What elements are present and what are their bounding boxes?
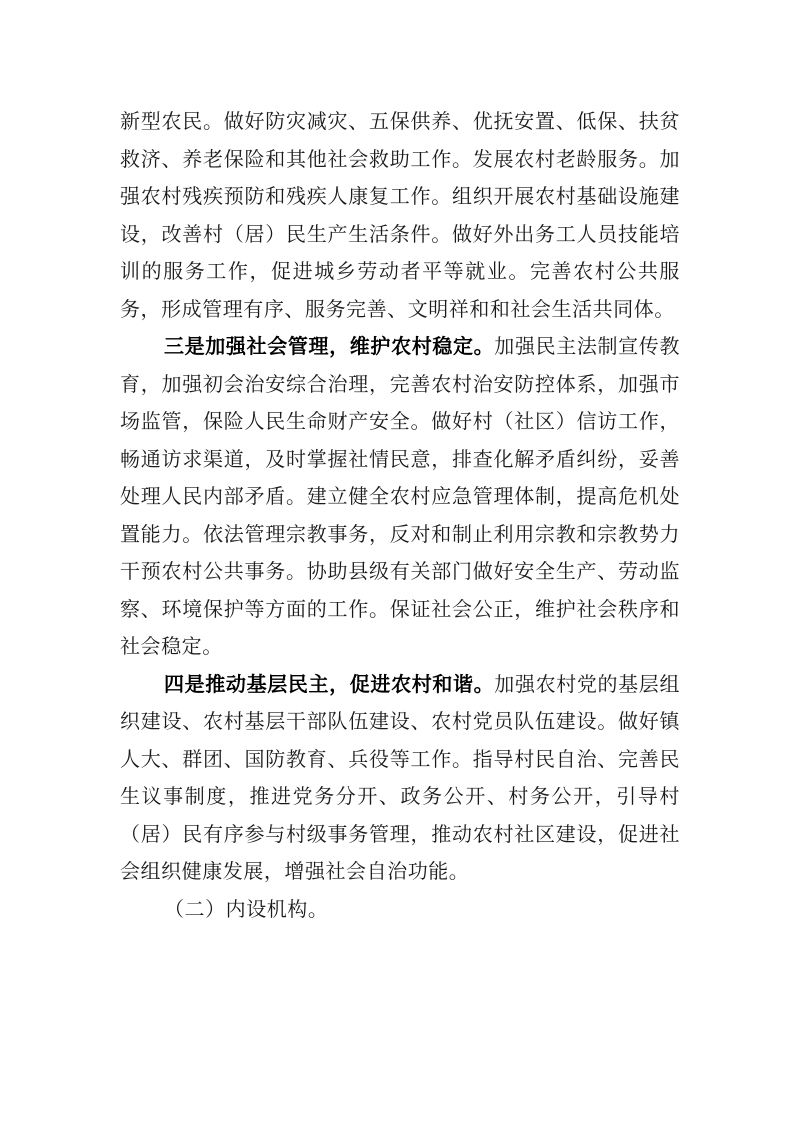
paragraph-continued [120, 103, 680, 328]
paragraph-continued-text: 新型农民。做好防灾减灾、五保供养、优抚安置、低保、扶贫救济、养老保险和其他社会救助工作。发展农村老龄服务。加强农村残疾预防和残疾人康复工作。组织开展农村基础设施建设，改善村（居）民生产生活条件。做好外出务工人员技能培训的服务工作，促进城乡劳动者平等就业。完善农村公共服务，形成管理有序、服务完善、文明祥和和社会生活共同体。 [120, 109, 680, 321]
paragraph-three-body: 加强民主法制宣传教育，加强初会治安综合治理，完善农村治安防控体系，加强市场监管，保险人民生命财产安全。做好村（社区）信访工作，畅通访求渠道，及时掌握社情民意，排查化解矛盾纠纷，妥善处理人民内部矛盾。建立健全农村应急管理体制，提高危机处置能力。依法管理宗教事务，反对和制止利用宗教和宗教势力干预农村公共事务。协助县级有关部门做好安全生产、劳动监察、环境保护等方面的工作。保证社会公正，维护社会秩序和社会稳定。 [120, 334, 680, 658]
document-body [120, 103, 680, 928]
paragraph-four [120, 666, 680, 891]
section-heading-text: （二）内设机构。 [164, 896, 329, 921]
section-heading [120, 891, 680, 929]
paragraph-three-lead: 三是加强社会管理，维护农村稳定。 [164, 334, 495, 358]
paragraph-four-body: 加强农村党的基层组织建设、农村基层干部队伍建设、农村党员队伍建设。做好镇人大、群团、国防教育、兵役等工作。指导村民自治、完善民生议事制度，推进党务分开、政务公开、村务公开，引导村（居）民有序参与村级事务管理，推动农村社区建设，促进社会组织健康发展，增强社会自治功能。 [120, 671, 680, 883]
paragraph-four-lead: 四是推动基层民主，促进农村和谐。 [164, 671, 495, 696]
paragraph-three [120, 328, 680, 666]
